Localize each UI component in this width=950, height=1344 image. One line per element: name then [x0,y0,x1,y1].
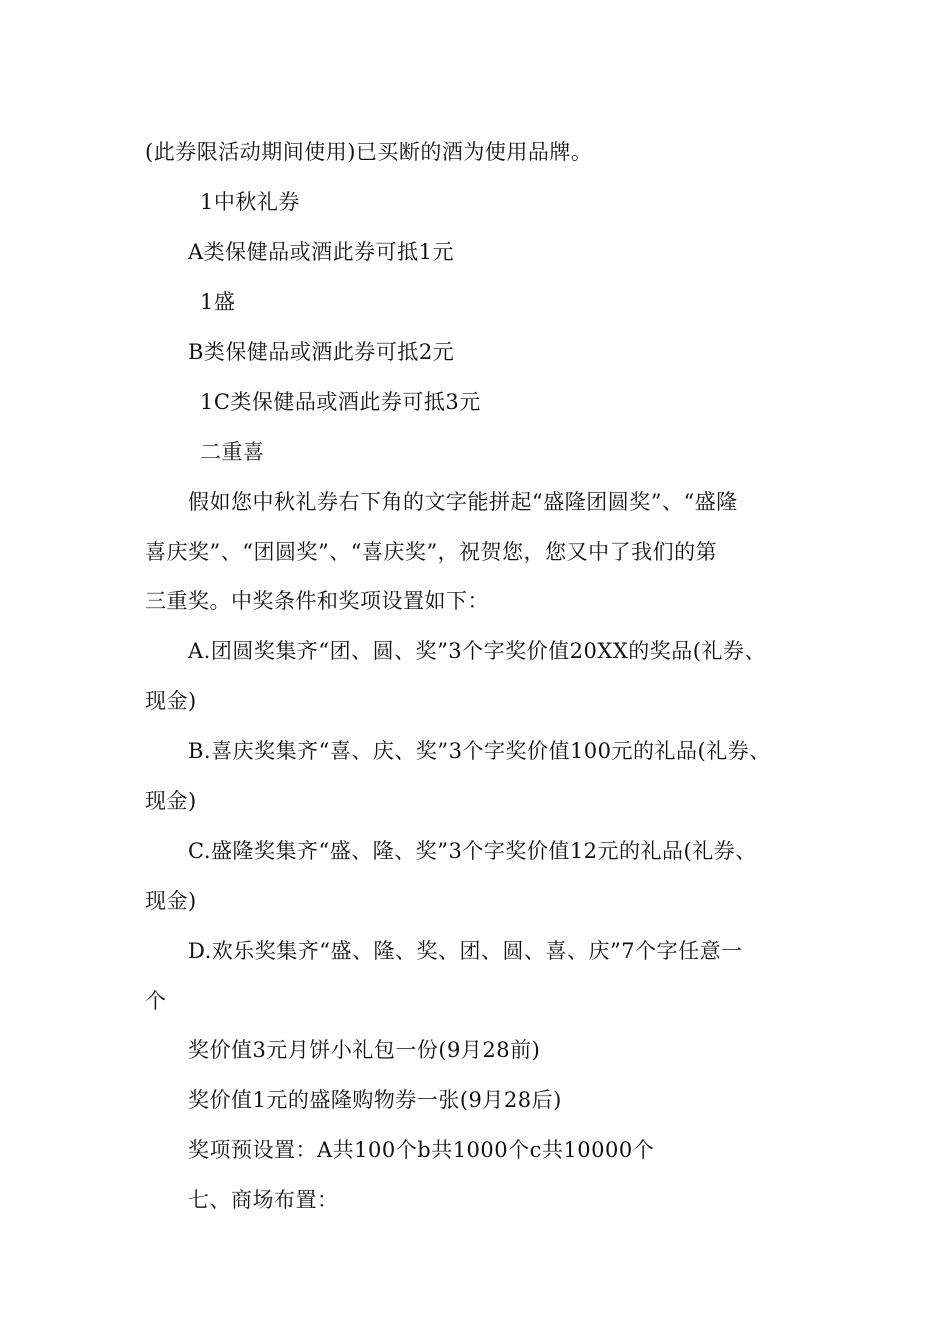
text-line: A类保健品或酒此券可抵1元 [188,240,455,264]
text-line: 1盛 [200,290,236,314]
text-line: 假如您中秋礼券右下角的文字能拼起“盛隆团圆奖”、“盛隆 [188,490,738,514]
text-line: 奖价值1元的盛隆购物券一张(9月28后) [188,1088,562,1112]
text-line: 二重喜 [200,440,265,464]
text-line: 现金) [145,889,197,913]
text-line: 奖价值3元月饼小礼包一份(9月28前) [188,1038,541,1062]
text-line: 1C类保健品或酒此券可抵3元 [200,390,481,414]
text-line: 七、商场布置： [188,1188,339,1212]
text-line: (此券限活动期间使用)已买断的酒为使用品牌。 [145,140,593,164]
text-line: B类保健品或酒此券可抵2元 [188,340,455,364]
text-line: 现金) [145,789,197,813]
text-line: 1中秋礼券 [200,190,300,214]
text-line: 个 [145,989,167,1013]
text-line: A.团圆奖集齐“团、圆、奖”3个字奖价值20XX的奖品(礼券、 [188,639,766,663]
text-line: D.欢乐奖集齐“盛、隆、奖、团、圆、喜、庆”7个字任意一 [188,939,743,963]
text-line: 现金) [145,689,197,713]
text-line: 喜庆奖”、“团圆奖”、“喜庆奖”，祝贺您，您又中了我们的第 [145,540,718,564]
text-line: 三重奖。中奖条件和奖项设置如下： [145,589,489,613]
text-line: 奖项预设置：A共100个b共1000个c共10000个 [188,1138,655,1162]
text-line: C.盛隆奖集齐“盛、隆、奖”3个字奖价值12元的礼品(礼券、 [188,839,757,863]
text-line: B.喜庆奖集齐“喜、庆、奖”3个字奖价值100元的礼品(礼券、 [188,739,771,763]
